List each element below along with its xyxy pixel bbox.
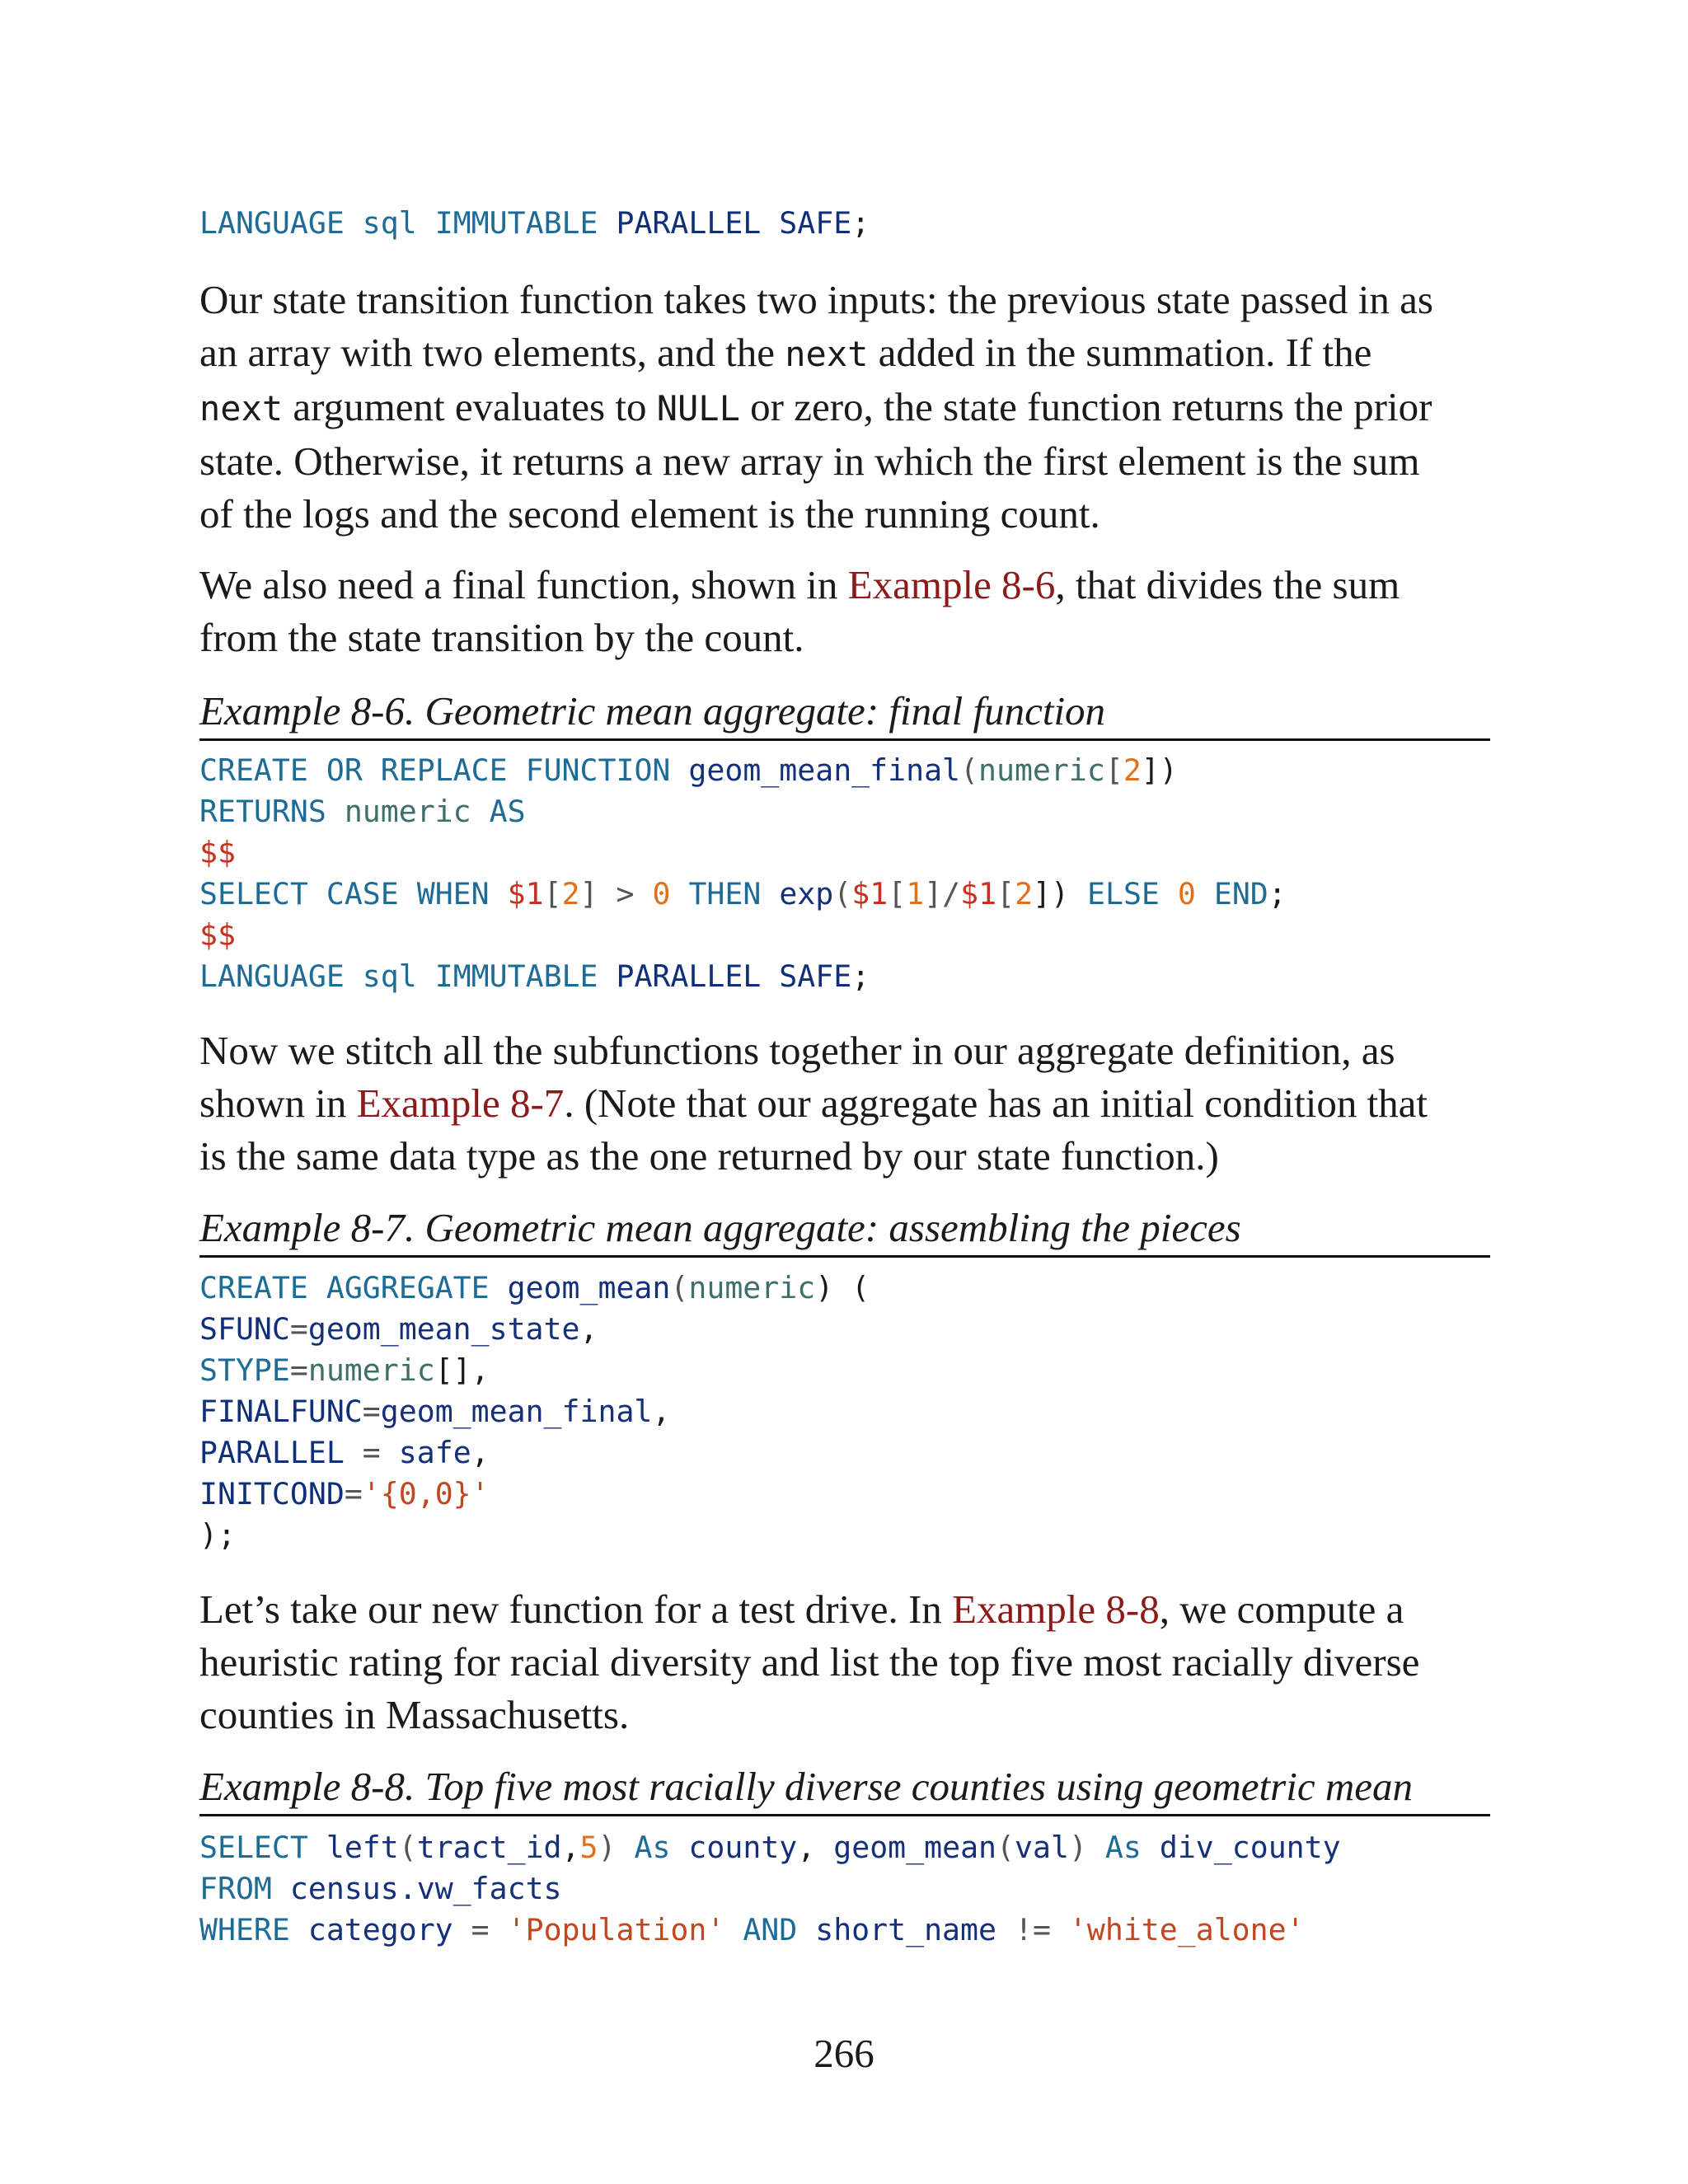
code-token: (	[996, 1830, 1015, 1865]
code-token: 'Population'	[507, 1912, 725, 1947]
code-token: $1	[960, 876, 997, 912]
paragraph-aggregate-definition	[199, 1024, 1490, 1183]
code-token: SAFE	[779, 958, 852, 994]
code-token: ;	[1268, 876, 1287, 912]
code-token: CREATE	[199, 752, 308, 788]
code-token: As	[634, 1830, 671, 1865]
code-line	[199, 1268, 870, 1309]
inline-code: next	[199, 388, 284, 429]
code-token: FINALFUNC	[199, 1394, 363, 1429]
paragraph-state-function	[199, 274, 1490, 541]
code-token: LANGUAGE	[199, 958, 345, 994]
code-token: geom_mean	[507, 1270, 671, 1305]
code-token: SELECT	[199, 1830, 308, 1865]
code-token: ,	[797, 1830, 816, 1865]
code-line	[199, 1391, 870, 1432]
code-token: ) (	[815, 1270, 870, 1305]
text-run: an array with two elements, and the	[199, 330, 785, 375]
code-token: THEN	[688, 876, 762, 912]
code-token: numeric	[978, 752, 1105, 788]
text-line: of the logs and the second element is the running count.	[199, 491, 1100, 537]
text-line	[199, 1583, 1490, 1636]
code-token: (	[398, 1830, 417, 1865]
code-token: FUNCTION	[525, 752, 671, 788]
code-token: category	[307, 1912, 453, 1947]
code-line	[199, 203, 870, 244]
code-token: ,	[652, 1394, 671, 1429]
code-token: geom_mean_final	[688, 752, 961, 788]
text-run: . (Note that our aggregate has an initial condition that	[564, 1080, 1428, 1126]
code-token: [],	[434, 1352, 490, 1388]
code-token: =	[344, 1476, 363, 1511]
code-token: [	[543, 876, 562, 912]
code-token: (	[670, 1270, 689, 1305]
code-token: val	[1015, 1830, 1069, 1865]
code-token: STYPE	[199, 1352, 290, 1388]
code-token: '{0,0}'	[362, 1476, 490, 1511]
code-token: 0	[1177, 876, 1196, 912]
code-token: 2	[561, 876, 580, 912]
code-token: tract_id	[416, 1830, 562, 1865]
text-run: or zero, the state function returns the prior	[739, 384, 1432, 429]
text-run: shown in	[199, 1080, 357, 1126]
code-token: (	[833, 876, 852, 912]
code-token: ]/	[924, 876, 961, 912]
text-run: , that divides the sum	[1055, 562, 1400, 607]
page-number: 266	[814, 2031, 874, 2076]
code-line	[199, 1868, 1341, 1910]
text-line: from the state transition by the count.	[199, 615, 804, 660]
code-token: ])	[1033, 876, 1070, 912]
example-8-6-code	[199, 750, 1287, 997]
example-8-6-link[interactable]: Example 8-6	[847, 562, 1056, 607]
text-line: is the same data type as the one returned by our state function.)	[199, 1133, 1219, 1179]
code-token: FROM	[199, 1871, 272, 1906]
code-token: $$	[199, 917, 236, 953]
text-line: Our state transition function takes two inputs: the previous state passed in as	[199, 277, 1433, 322]
code-token: >	[616, 876, 635, 912]
code-token: sql	[362, 958, 417, 994]
code-line	[199, 956, 1287, 997]
code-token: END	[1213, 876, 1268, 912]
code-token: ,	[471, 1435, 490, 1470]
text-run: We also need a final function, shown in	[199, 562, 848, 607]
code-line	[199, 1515, 870, 1556]
code-token: !=	[1014, 1912, 1051, 1947]
code-token: IMMUTABLE	[434, 958, 598, 994]
example-8-6-caption: Example 8-6. Geometric mean aggregate: final function	[199, 686, 1490, 741]
code-token: geom_mean	[833, 1830, 997, 1865]
code-token: census.vw_facts	[289, 1871, 562, 1906]
text-line: heuristic rating for racial diversity and list the top five most racially diverse	[199, 1639, 1420, 1685]
code-token: 2	[1123, 752, 1142, 788]
code-token: ;	[851, 958, 870, 994]
code-token: CREATE	[199, 1270, 308, 1305]
code-token: =	[362, 1435, 381, 1470]
text-line: counties in Massachusetts.	[199, 1692, 630, 1737]
code-token: ,	[579, 1311, 598, 1347]
code-token: exp	[779, 876, 834, 912]
paragraph-final-function	[199, 559, 1490, 664]
code-token: [	[888, 876, 907, 912]
code-line	[199, 1309, 870, 1350]
code-token: safe	[398, 1435, 471, 1470]
code-token: ,	[561, 1830, 580, 1865]
code-block-continuation	[199, 203, 870, 244]
code-token: )	[598, 1830, 617, 1865]
code-token: [	[1104, 752, 1123, 788]
code-token: 2	[1015, 876, 1034, 912]
code-token: AS	[489, 794, 526, 829]
code-token: 1	[906, 876, 925, 912]
code-line	[199, 874, 1287, 915]
code-token: AND	[743, 1912, 798, 1947]
code-token: OR	[326, 752, 363, 788]
code-token: $$	[199, 835, 236, 870]
example-8-8-link[interactable]: Example 8-8	[952, 1586, 1160, 1632]
text-line	[199, 559, 1490, 612]
code-token: div_county	[1159, 1830, 1341, 1865]
example-8-7-link[interactable]: Example 8-7	[356, 1080, 565, 1126]
text-run: , we compute a	[1159, 1586, 1404, 1632]
code-line	[199, 832, 1287, 874]
code-token: 0	[652, 876, 671, 912]
code-line	[199, 1910, 1341, 1951]
code-token: CASE	[326, 876, 399, 912]
code-token: [	[996, 876, 1015, 912]
code-token: numeric	[344, 794, 471, 829]
text-run: Let’s take our new function for a test drive. In	[199, 1586, 953, 1632]
code-token: sql	[362, 205, 417, 241]
code-token: SFUNC	[199, 1311, 290, 1347]
code-line	[199, 1827, 1341, 1868]
code-token: left	[326, 1830, 399, 1865]
inline-code: next	[785, 334, 869, 374]
code-token: RETURNS	[199, 794, 326, 829]
code-token: LANGUAGE	[199, 205, 345, 241]
code-token: As	[1104, 1830, 1142, 1865]
code-line	[199, 1432, 870, 1474]
code-token: SELECT	[199, 876, 308, 912]
paragraph-test-drive	[199, 1583, 1490, 1741]
code-token: WHEN	[416, 876, 490, 912]
text-line	[199, 381, 1490, 435]
code-token: county	[688, 1830, 798, 1865]
text-line	[199, 326, 1490, 381]
example-8-8-caption: Example 8-8. Top five most racially diverse counties using geometric mean	[199, 1761, 1490, 1816]
code-token: PARALLEL	[616, 958, 762, 994]
code-token: $1	[507, 876, 544, 912]
code-token: REPLACE	[380, 752, 508, 788]
code-token: ;	[851, 205, 870, 241]
code-token: PARALLEL	[199, 1435, 345, 1470]
code-line	[199, 1474, 870, 1515]
code-token: INITCOND	[199, 1476, 345, 1511]
text-run: argument evaluates to	[283, 384, 657, 429]
example-8-8-code	[199, 1827, 1341, 1951]
code-token: =	[289, 1352, 308, 1388]
code-token: PARALLEL	[616, 205, 762, 241]
code-token: geom_mean_final	[380, 1394, 653, 1429]
text-line	[199, 1077, 1490, 1130]
code-line	[199, 915, 1287, 956]
code-line	[199, 1350, 870, 1391]
code-token: (	[960, 752, 978, 788]
code-token: numeric	[688, 1270, 816, 1305]
code-line	[199, 750, 1287, 791]
code-token: WHERE	[199, 1912, 290, 1947]
code-token: =	[471, 1912, 490, 1947]
code-token: 'white_alone'	[1068, 1912, 1305, 1947]
code-token: SAFE	[779, 205, 852, 241]
text-line: Now we stitch all the subfunctions together in our aggregate definition, as	[199, 1028, 1395, 1073]
code-token: AGGREGATE	[326, 1270, 490, 1305]
code-token: ]	[579, 876, 598, 912]
code-line	[199, 791, 1287, 832]
code-token: =	[362, 1394, 381, 1429]
inline-code: NULL	[656, 388, 740, 429]
code-token: IMMUTABLE	[434, 205, 598, 241]
code-token: 5	[579, 1830, 598, 1865]
example-8-7-caption: Example 8-7. Geometric mean aggregate: assembling the pieces	[199, 1202, 1490, 1258]
code-token: )	[1068, 1830, 1087, 1865]
code-token: short_name	[815, 1912, 996, 1947]
code-token: );	[199, 1517, 236, 1553]
example-8-7-code	[199, 1268, 870, 1556]
text-line: state. Otherwise, it returns a new array in which the first element is the sum	[199, 438, 1420, 484]
code-token: ])	[1141, 752, 1178, 788]
text-run: added in the summation. If the	[868, 330, 1372, 375]
code-token: $1	[851, 876, 889, 912]
code-token: geom_mean_state	[307, 1311, 580, 1347]
code-token: numeric	[307, 1352, 435, 1388]
code-token: ELSE	[1087, 876, 1160, 912]
code-token: =	[289, 1311, 308, 1347]
